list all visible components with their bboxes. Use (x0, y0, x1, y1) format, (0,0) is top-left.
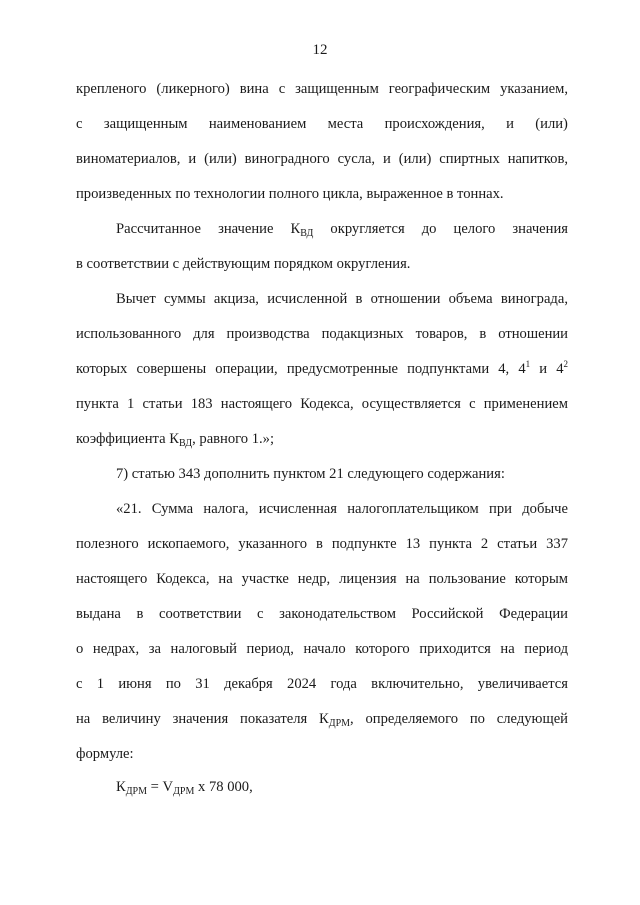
paragraph-5-line-5: о недрах, за налоговый период, начало которого приходится на период (76, 641, 568, 657)
paragraph-5-line-8: формуле: (76, 746, 134, 762)
paragraph-3-line-2: использованного для производства подакцизных товаров, в отношении (76, 326, 568, 342)
text-segment: , равного 1.»; (192, 431, 275, 447)
text-segment: Рассчитанное значение К (116, 221, 301, 237)
formula-rest: х 78 000, (194, 779, 253, 795)
subscript: ДРМ (328, 718, 351, 729)
paragraph-2-line-1 (116, 220, 568, 238)
word: происхождения, (384, 116, 485, 132)
paragraph-3-line-5 (76, 430, 568, 448)
paragraph-3-line-4: пункта 1 статьи 183 настоящего Кодекса, осуществляется с применением (76, 396, 568, 412)
superscript: 2 (563, 359, 569, 369)
word: наименованием (208, 116, 307, 132)
formula-equals-v: = V (147, 779, 174, 795)
text-segment: крепленого (ликерного) вина с защищенным географическим указанием, (76, 81, 568, 97)
superscript: 1 (525, 359, 531, 369)
word: и (506, 116, 514, 132)
paragraph-5-line-7 (76, 710, 568, 728)
text-segment: и 4 (530, 361, 564, 377)
paragraph-4-line-1: 7) статью 343 дополнить пунктом 21 следующего содержания: (116, 466, 505, 482)
paragraph-5-line-2: полезного ископаемого, указанного в подпункте 13 пункта 2 статьи 337 (76, 536, 568, 552)
subscript: ВД (178, 438, 193, 449)
word: (или) (535, 116, 568, 132)
text-segment: , определяемого по следующей (350, 711, 568, 727)
formula (116, 778, 568, 796)
word: защищенным (103, 116, 188, 132)
text-segment: на величину значения показателя К (76, 711, 329, 727)
paragraph-5-line-3: настоящего Кодекса, на участке недр, лицензия на пользование которым (76, 571, 568, 587)
word: места (327, 116, 364, 132)
paragraph-1-line-1 (76, 80, 568, 98)
formula-k: К (116, 779, 126, 795)
formula-v-subscript: ДРМ (173, 786, 195, 797)
word: с (76, 116, 83, 132)
paragraph-1-line-4: произведенных по технологии полного цикла, выраженное в тоннах. (76, 186, 504, 202)
paragraph-5-line-4: выдана в соответствии с законодательством Российской Федерации (76, 606, 568, 622)
paragraph-5-line-1: «21. Сумма налога, исчисленная налогоплательщиком при добыче (116, 501, 568, 517)
paragraph-3-line-3 (76, 360, 568, 378)
paragraph-1-line-3: виноматериалов, и (или) виноградного сусла, и (или) спиртных напитков, (76, 151, 568, 167)
text-segment: которых совершены операции, предусмотренные подпунктами 4, 4 (76, 361, 526, 377)
paragraph-3-line-1: Вычет суммы акциза, исчисленной в отношении объема винограда, (116, 291, 568, 307)
subscript: ВД (300, 228, 314, 239)
page-number: 12 (312, 42, 328, 58)
text-segment: коэффициента К (76, 431, 179, 447)
paragraph-1-line-2 (76, 115, 568, 133)
text-segment: округляется до целого значения (313, 221, 568, 237)
paragraph-2-line-2: в соответствии с действующим порядком округления. (76, 256, 411, 272)
paragraph-5-line-6: с 1 июня по 31 декабря 2024 года включительно, увеличивается (76, 676, 568, 692)
formula-k-subscript: ДРМ (125, 786, 148, 797)
